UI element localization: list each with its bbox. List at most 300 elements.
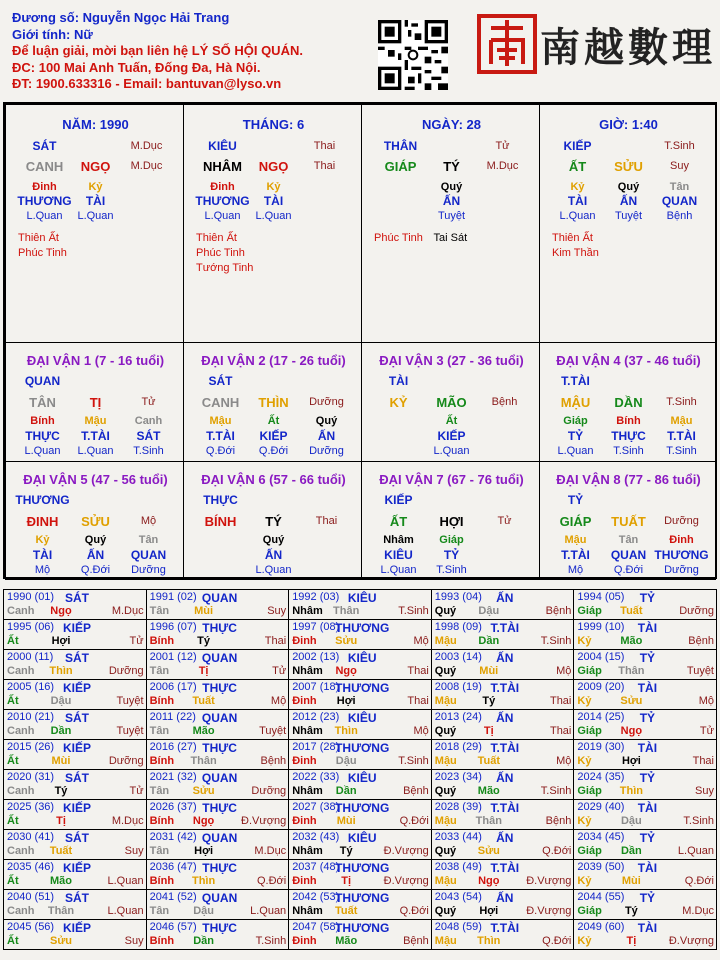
year-cell-content [4,680,146,709]
year-branch: Tý [197,635,211,647]
decade-title: ĐẠI VẬN 7 (67 - 76 tuổi) [379,472,524,487]
year-state: T.Sinh [398,605,429,617]
year-star: TÀI [637,801,658,815]
decade-hidden-star: QUAN [610,548,647,562]
year-stem: Đinh [292,875,317,887]
special-star: Tướng Tinh [196,262,254,274]
year-stem: Nhâm [292,605,323,617]
year-stem: Giáp [577,665,602,677]
year-cell [4,800,147,830]
year-star: T.TÀI [490,801,520,815]
year-label: 2046 (57) [149,921,197,933]
pillar-stem: ẤT [568,159,587,174]
year-state: Thai [549,695,572,707]
year-state: Q.Đới [399,815,429,827]
decade-hidden-stem: Đinh [669,534,694,546]
decade-star: TÀI [388,374,409,388]
decade-hidden-star: ẤN [317,429,336,443]
decade-star: THƯƠNG [15,493,70,507]
year-label: 2048 (59) [434,921,482,933]
year-star: SÁT [65,891,89,905]
year-branch: Dần [620,845,642,857]
year-branch: Tuất [49,845,73,857]
year-branch: Thân [190,755,217,767]
pillar-title: GIỜ: 1:40 [599,117,658,132]
special-star: Thiên Ất [552,232,593,244]
year-label: 2030 (41) [7,831,55,843]
year-branch: Sửu [335,635,358,647]
hidden-state: L.Quan [26,210,63,222]
year-branch: Dần [335,785,357,797]
decade-state: Dưỡng [309,396,344,408]
year-label: 1991 (02) [149,591,197,603]
year-branch: Mão [477,785,500,797]
decade-hidden-star: T.TÀI [81,429,110,443]
year-label: 2014 (25) [577,711,625,723]
hidden-stem: Tân [669,181,690,193]
pillar-cell [5,104,184,343]
year-state: Q.Đới [684,875,714,887]
year-cell [146,650,289,680]
year-star: KIÊU [347,651,377,665]
year-cell-content [432,740,574,769]
year-state: Q.Đới [542,935,572,947]
year-state: Bệnh [260,755,287,767]
year-label: 2038 (49) [434,861,482,873]
year-label: 2007 (18) [292,681,340,693]
year-label: 2012 (23) [292,711,340,723]
year-star: QUAN [201,891,238,905]
year-label: 2017 (28) [292,741,340,753]
year-state: Thai [407,695,429,707]
year-cell-content [289,890,431,919]
year-state: Bệnh [688,635,714,647]
year-branch: Mùi [336,815,356,827]
year-state: M.Dục [254,845,287,857]
year-cell-content [432,860,574,889]
year-state: Suy [124,845,144,857]
year-stem: Quý [434,665,457,677]
year-branch: Hợi [479,905,499,917]
year-cell-content [4,890,146,919]
decade-hidden-star: KIẾP [437,429,466,443]
year-cell [289,920,432,950]
year-label: 2033 (44) [434,831,482,843]
year-branch: Tý [339,845,353,857]
year-stem: Giáp [577,845,602,857]
year-cell-content [574,680,716,709]
year-stem: Bính [149,695,175,707]
year-stem: Đinh [292,815,317,827]
year-branch: Dậu [50,695,72,707]
year-stem: Mậu [434,695,457,707]
pillar-branch-state: M.Dục [130,160,163,172]
year-cell-content [574,590,716,619]
year-cell [4,620,147,650]
year-branch: Ngọ [335,665,357,677]
decade-title: ĐẠI VẬN 3 (27 - 36 tuổi) [379,353,524,368]
decade-hidden-star: ẤN [86,548,105,562]
decade-branch: MÃO [436,395,467,410]
year-label: 2028 (39) [434,801,482,813]
year-cell-content [432,890,574,919]
year-label: 2009 (20) [577,681,625,693]
year-stem: Nhâm [292,665,323,677]
hidden-stem: Kỷ [266,181,281,193]
year-state: T.Sinh [540,635,572,647]
year-star: KIÊU [347,771,377,785]
qr-code-icon[interactable] [378,20,448,90]
year-cell [4,860,147,890]
year-cell [289,770,432,800]
pillar-cell [361,104,540,343]
year-stem: Nhâm [292,725,323,737]
year-state: Dưỡng [679,605,714,617]
year-cell [146,680,289,710]
year-cell-content [147,770,289,799]
decade-cell [5,342,184,462]
year-branch: Sửu [477,845,500,857]
year-cell-content [432,710,574,739]
year-label: 2027 (38) [292,801,340,813]
year-branch: Sửu [192,785,215,797]
year-cell [289,650,432,680]
pillar-stem-state: T.Sinh [664,140,695,152]
year-state: Tuyệt [116,695,144,707]
decade-state: Dưỡng [664,515,699,527]
year-cell [4,740,147,770]
decade-hidden-star: THƯƠNG [654,548,709,562]
year-cell [4,920,147,950]
year-label: 2049 (60) [577,921,625,933]
year-star: THỰC [202,921,237,935]
decade-hidden-state: T.Sinh [613,445,644,457]
year-label: 2013 (24) [434,711,482,723]
year-stem: Quý [434,725,457,737]
year-star: THƯƠNG [335,681,390,695]
year-label: 2020 (31) [7,771,55,783]
year-label: 2026 (37) [149,801,197,813]
year-stem: Kỷ [577,755,592,767]
decade-hidden-state: L.Quan [77,445,114,457]
special-star: Thiên Ất [196,232,237,244]
decade-title: ĐẠI VẬN 5 (47 - 56 tuổi) [23,472,168,487]
year-star: THƯƠNG [335,801,390,815]
year-stem: Kỷ [577,815,592,827]
year-star: SÁT [65,711,89,725]
year-branch: Mùi [194,605,214,617]
year-state: Mộ [556,755,572,767]
year-branch: Mùi [51,755,71,767]
decade-hidden-star: T.TÀI [561,548,590,562]
hidden-state: L.Quan [204,210,241,222]
pillar-branch: NGỌ [80,159,111,174]
pillar-branch-state: Suy [670,160,689,172]
year-stem: Giáp [577,605,602,617]
year-branch: Thìn [619,785,643,797]
year-star: KIẾP [62,681,92,695]
decade-title: ĐẠI VẬN 8 (77 - 86 tuổi) [556,472,701,487]
year-state: Thai [549,725,572,737]
decade-hidden-stem: Mậu [564,534,587,546]
year-stem: Canh [7,665,35,677]
year-cell-content [432,920,574,949]
pillar-branch: NGỌ [258,159,289,174]
year-cell [289,740,432,770]
year-cell-content [147,710,289,739]
hidden-state: L.Quan [255,210,292,222]
year-branch: Tị [341,875,352,887]
year-branch: Dần [50,725,72,737]
decade-branch: HỢI [439,514,464,529]
owner-gender: Giới tính: Nữ [12,26,93,42]
year-branch: Tuất [620,605,643,617]
year-stem: Ất [7,875,19,887]
year-label: 2036 (47) [149,861,197,873]
year-stem: Đinh [292,755,317,767]
year-star: ẤN [496,771,514,785]
decade-hidden-stem: Giáp [563,415,588,427]
year-star: THƯƠNG [335,741,390,755]
year-state: Đ.Vượng [383,875,429,887]
year-cell [289,800,432,830]
year-cell-content [147,860,289,889]
decade-branch: TỊ [89,395,102,410]
decade-hidden-stem: Tân [138,534,159,546]
decade-title: ĐẠI VẬN 4 (37 - 46 tuổi) [556,353,701,368]
year-star: TỶ [639,891,656,905]
pillar-stem-state: Tử [495,140,510,152]
year-cell [146,890,289,920]
year-label: 2006 (17) [149,681,197,693]
year-cell [574,620,717,650]
year-cell [4,710,147,740]
year-cell-content [432,800,574,829]
year-star: TỶ [639,591,656,605]
year-star: T.TÀI [490,741,520,755]
year-state: Bệnh [545,815,572,827]
decade-hidden-state: T.Sinh [436,564,467,576]
year-cell [146,830,289,860]
decade-hidden-state: Q.Đới [258,445,289,457]
decade-hidden-state: Q.Đới [80,564,111,576]
year-star: QUAN [201,831,238,845]
year-star: T.TÀI [490,861,520,875]
decade-hidden-star: ẤN [264,548,283,562]
year-cell [431,860,574,890]
year-star: TỶ [639,771,656,785]
pillar-stem: NHÂM [203,159,242,174]
year-branch: Tuất [334,905,358,917]
year-row [4,830,717,860]
decade-star: KIẾP [384,493,413,507]
year-cell-content [432,590,574,619]
year-branch: Tị [198,665,209,677]
year-cell [574,860,717,890]
year-cell-content [432,680,574,709]
year-row [4,890,717,920]
decade-hidden-stem: Quý [84,534,107,546]
year-stem: Ất [7,815,19,827]
hidden-stem: Kỷ [570,181,585,193]
year-branch: Hợi [51,635,71,647]
year-branch: Mùi [621,875,641,887]
decade-hidden-stem: Bính [30,415,55,427]
decade-branch: TUẤT [611,514,646,529]
year-branch: Dậu [620,815,642,827]
hidden-stem: Đinh [210,181,235,193]
year-cell [431,650,574,680]
year-star: THỰC [202,801,237,815]
year-stem: Tân [149,605,170,617]
decade-hidden-star: T.TÀI [667,429,696,443]
decade-hidden-state: L.Quan [24,445,61,457]
year-label: 2018 (29) [434,741,482,753]
year-cell [146,800,289,830]
year-cell-content [147,620,289,649]
year-cell [146,770,289,800]
phone-email-line: ĐT: 1900.633316 - Email: bantuvan@lyso.vn [12,76,282,91]
year-cell-content [574,920,716,949]
year-label: 2011 (22) [149,711,196,723]
year-stem: Ất [7,695,19,707]
hidden-star: TÀI [263,194,284,208]
decade-hidden-star: T.TÀI [206,429,235,443]
year-star: THƯƠNG [335,861,390,875]
year-star: TÀI [637,681,658,695]
year-cell-content [147,890,289,919]
year-stem: Tân [149,725,170,737]
decade-cell [5,461,184,580]
decade-title: ĐẠI VẬN 2 (17 - 26 tuổi) [201,353,346,368]
decade-hidden-star: THỰC [25,429,60,443]
decade-hidden-star: TỶ [567,429,584,443]
hidden-star: ẤN [442,194,461,208]
year-branch: Sửu [49,935,73,947]
year-state: Q.Đới [256,875,287,887]
year-label: 2008 (19) [434,681,482,693]
year-branch: Dậu [335,755,357,767]
year-cell [431,590,574,620]
year-state: M.Dục [682,905,714,917]
year-state: Q.Đới [399,905,429,917]
year-cell [146,620,289,650]
decade-hidden-state: Mộ [34,564,51,576]
year-state: Suy [267,605,287,617]
year-label: 1992 (03) [292,591,340,603]
year-star: T.TÀI [490,681,520,695]
year-row [4,620,717,650]
year-cell [574,740,717,770]
decade-title: ĐẠI VẬN 1 (7 - 16 tuổi) [26,353,165,368]
decade-hidden-stem: Nhâm [383,534,414,546]
year-label: 2039 (50) [577,861,625,873]
year-row [4,800,717,830]
year-state: Suy [124,935,144,947]
pillar-cell [539,104,716,343]
header [0,0,720,100]
year-stem: Bính [149,935,175,947]
year-cell [289,680,432,710]
year-cell [574,650,717,680]
year-cell-content [147,830,289,859]
year-cell-content [4,830,146,859]
decade-hidden-state: T.Sinh [666,445,697,457]
decade-hidden-stem: Bính [616,415,641,427]
year-label: 2025 (36) [7,801,55,813]
year-cell [431,890,574,920]
year-cell [146,740,289,770]
year-state: Đ.Vượng [526,875,572,887]
year-cell-content [4,860,146,889]
decade-state: Tử [497,515,512,527]
pillar-branch: TÝ [443,159,460,174]
pillar-stem-star: THÂN [383,139,418,153]
special-star: Phúc Tinh [18,247,67,259]
year-cell [4,590,147,620]
decade-hidden-stem: Ất [445,415,458,427]
decade-hidden-stem: Mậu [84,415,107,427]
year-cell [574,920,717,950]
year-state: Đ.Vượng [668,935,714,947]
year-row [4,740,717,770]
pillar-stem: GIÁP [384,159,417,174]
decade-hidden-stem: Mậu [209,415,232,427]
decade-hidden-star: TÀI [32,548,53,562]
year-state: Mộ [698,695,714,707]
year-star: KIẾP [62,861,92,875]
decade-hidden-state: Dưỡng [664,564,699,576]
hidden-state: Bệnh [666,210,693,222]
year-stem: Ất [7,755,19,767]
hidden-star: ẤN [619,194,638,208]
year-cell-content [574,860,716,889]
year-star: ẤN [496,831,514,845]
year-label: 2019 (30) [577,741,625,753]
year-star: TÀI [637,861,658,875]
decade-hidden-star: TỶ [443,548,460,562]
logo-text: 南越數理 [540,24,716,71]
year-star: SÁT [65,651,89,665]
decade-hidden-star: KIÊU [384,548,413,562]
address-line: ĐC: 100 Mai Anh Tuấn, Đống Đa, Hà Nội. [12,59,261,75]
hidden-stem: Kỷ [88,181,103,193]
decade-star: QUAN [24,374,61,388]
year-cell-content [574,890,716,919]
year-branch: Dần [478,635,500,647]
year-cell [289,830,432,860]
year-cell [289,860,432,890]
year-state: Mộ [413,725,429,737]
hidden-state: L.Quan [77,210,114,222]
decade-hidden-stem: Kỷ [35,534,50,546]
year-cell [431,830,574,860]
decade-branch: DẦN [614,395,643,410]
red-seal-logo [477,10,537,76]
year-star: TỶ [639,711,656,725]
year-label: 2037 (48) [292,861,340,873]
year-label: 2015 (26) [7,741,55,753]
year-row [4,590,717,620]
year-star: KIẾP [62,801,92,815]
decade-hidden-stem: Tân [618,534,639,546]
annual-luck-table [3,589,717,950]
hidden-star: TÀI [85,194,106,208]
decade-hidden-state: Q.Đới [613,564,644,576]
year-stem: Ất [7,935,19,947]
year-star: THƯƠNG [335,621,390,635]
year-branch: Thân [618,665,645,677]
